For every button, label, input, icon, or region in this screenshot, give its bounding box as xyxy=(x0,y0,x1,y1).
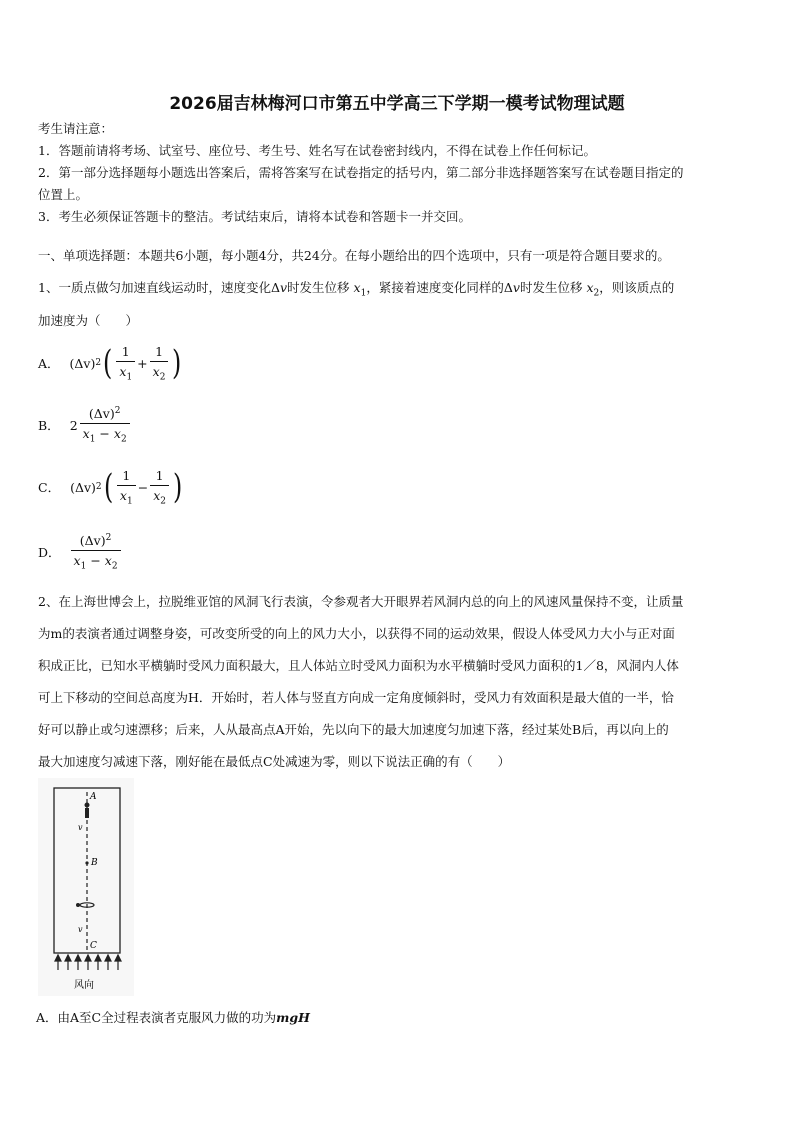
notice-heading: 考生请注意： xyxy=(38,121,114,136)
q1-option-d: D． $\frac{(\Delta v)^2}{x_1 - x_2}$ xyxy=(38,533,123,572)
person-top-icon xyxy=(85,803,90,819)
notice-item-3: 3．考生必须保证答题卡的整洁。考试结束后，请将本试卷和答题卡一并交回。 xyxy=(38,209,471,224)
label-v-bottom: v xyxy=(78,925,83,934)
notice-item-1: 1．答题前请将考场、试室号、座位号、考生号、姓名写在试卷密封线内，不得在试卷上作任何标记。 xyxy=(38,143,596,158)
wind-tunnel-figure xyxy=(38,778,134,996)
label-c: C xyxy=(90,941,97,951)
notice-item-2-cont: 位置上。 xyxy=(38,187,89,202)
label-b: B xyxy=(91,858,98,868)
point-b-dot xyxy=(85,861,88,864)
page-title: 2026届吉林梅河口市第五中学高三下学期一模考试物理试题 xyxy=(169,94,625,114)
q2-option-a: A．由A至C全过程表演者克服风力做的功为mgH xyxy=(36,1010,310,1025)
notice-item-2: 2．第一部分选择题每小题选出答案后，需将答案写在试卷指定的括号内，第二部分非选择题答案写在试卷题目指定的 xyxy=(38,165,684,180)
section-heading: 一、单项选择题：本题共6小题，每小题4分，共24分。在每小题给出的四个选项中，只有一项是符合题目要求的。 xyxy=(38,248,670,263)
q2-stem: 2、在上海世博会上，拉脱维亚馆的风洞飞行表演，令参观者大开眼界若风洞内总的向上的风速风量保持不变，让质量 为m的表演者通过调整身姿，可改变所受的向上的风力大小，以获得不同的运动效果，假设人体受风力大小与正对面 积成正比，已知水平横躺时受风力面积最大，且人体站立时受风力面积为水平横躺时受风力面积的1／8，风洞内人体 可上下移动的空间总高度为H．开始时，若人体与竖直方向成一定角度倾斜时，受风力有效面积是最大值的一半，恰 好可以静止或匀速漂移；后来，人从最高点A开始，先以向下的最大加速度匀加速下落，经过某处B后，再以向上的 最大加速度匀减速下落，刚好能在最低点C处减速为零，则以下说法正确的有（ ） xyxy=(38,594,684,769)
q1-stem-line2: 加速度为（ ） xyxy=(38,313,139,328)
wind-direction-label: 风向 xyxy=(74,980,94,991)
label-v-top: v xyxy=(78,823,83,832)
q1-stem: 1、一质点做匀加速直线运动时，速度变化Δv时发生位移 $x_1$，紧接着速度变化同样的Δv时发生位移 $x_2$，则该质点的 xyxy=(38,280,675,299)
label-a: A xyxy=(90,792,97,802)
q1-option-a: A． (Δv) 2 ( $\frac{1}{x_1}$ + $\frac{1}{x_2}$ ) xyxy=(38,343,182,384)
q1-option-c: C． (Δv) 2 ( $\frac{1}{x_1}$ − $\frac{1}{x_2}$ ) xyxy=(38,467,183,508)
q1-option-b: B． 2 $\frac{(\Delta v)^2}{x_1 - x_2}$ xyxy=(38,406,132,445)
